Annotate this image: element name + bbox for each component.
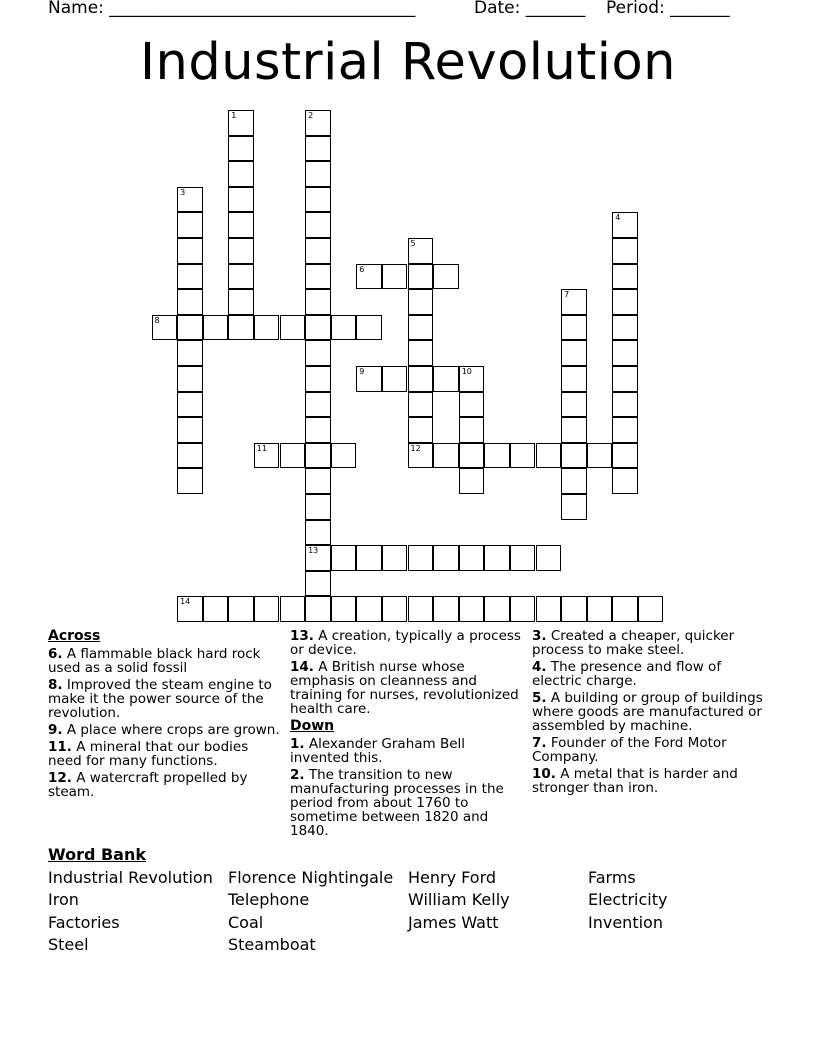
crossword-cell[interactable] xyxy=(612,468,638,494)
crossword-cell[interactable] xyxy=(561,468,587,494)
crossword-cell[interactable] xyxy=(305,366,331,392)
clue-text: The transition to new manufacturing processes in the period from about 1760 to sometime between 1820 and 1840. xyxy=(290,767,504,839)
crossword-cell[interactable] xyxy=(177,468,203,494)
crossword-cell[interactable] xyxy=(382,366,408,392)
clue-number: 6. xyxy=(48,646,63,662)
date-field[interactable]: Date: _______ xyxy=(474,0,586,18)
clue-number: 4. xyxy=(532,659,547,675)
clue-down-4 xyxy=(532,660,764,688)
crossword-cell[interactable] xyxy=(408,596,434,622)
clue-across-6 xyxy=(48,647,280,675)
crossword-cell[interactable] xyxy=(228,596,254,622)
period-field[interactable]: Period: _______ xyxy=(606,0,730,18)
crossword-cell[interactable] xyxy=(433,264,459,290)
crossword-cell[interactable] xyxy=(433,366,459,392)
clue-number-label: 6 xyxy=(359,264,365,274)
crossword-cell[interactable] xyxy=(484,443,510,469)
crossword-cell[interactable] xyxy=(228,187,254,213)
crossword-cell[interactable] xyxy=(484,545,510,571)
word-bank-item: Florence Nightingale xyxy=(228,868,394,887)
page-title: Industrial Revolution xyxy=(140,33,676,92)
clue-number: 8. xyxy=(48,677,63,693)
crossword-cell[interactable] xyxy=(331,596,357,622)
clue-number-label: 4 xyxy=(615,213,621,223)
down-heading: Down xyxy=(290,718,335,734)
crossword-cell[interactable] xyxy=(459,366,485,392)
crossword-cell[interactable] xyxy=(305,110,331,136)
crossword-cell[interactable] xyxy=(228,289,254,315)
clue-text: Alexander Graham Bell invented this. xyxy=(290,736,466,766)
word-bank-item: Steamboat xyxy=(228,935,316,954)
crossword-cell[interactable] xyxy=(228,110,254,136)
clue-text: A mineral that our bodies need for many functions. xyxy=(48,739,249,769)
crossword-cell[interactable] xyxy=(356,545,382,571)
clue-number: 1. xyxy=(290,736,305,752)
clue-number-label: 11 xyxy=(256,443,268,453)
crossword-cell[interactable] xyxy=(587,596,613,622)
crossword-cell[interactable] xyxy=(612,340,638,366)
crossword-cell[interactable] xyxy=(408,417,434,443)
crossword-cell[interactable] xyxy=(254,596,280,622)
crossword-cell[interactable] xyxy=(305,571,331,597)
crossword-cell[interactable] xyxy=(305,136,331,162)
clue-text: A British nurse whose emphasis on cleanness and training for nurses, revolutionized health care. xyxy=(290,659,519,717)
crossword-cell[interactable] xyxy=(561,596,587,622)
crossword-cell[interactable] xyxy=(305,596,331,622)
crossword-cell[interactable] xyxy=(356,366,382,392)
crossword-cell[interactable] xyxy=(177,366,203,392)
crossword-cell[interactable] xyxy=(305,315,331,341)
word-bank-item: Coal xyxy=(228,913,264,932)
clue-number-label: 5 xyxy=(410,239,416,248)
crossword-cell[interactable] xyxy=(561,392,587,418)
clue-across-8 xyxy=(48,678,280,720)
word-bank-item: Steel xyxy=(48,935,89,954)
clue-number-label: 7 xyxy=(564,290,570,300)
clue-down-2 xyxy=(290,768,522,838)
crossword-cell[interactable] xyxy=(331,545,357,571)
crossword-cell[interactable] xyxy=(356,596,382,622)
crossword-cell[interactable] xyxy=(152,315,178,341)
crossword-cell[interactable] xyxy=(305,417,331,443)
crossword-cell[interactable] xyxy=(408,315,434,341)
clue-number-label: 9 xyxy=(359,367,365,376)
crossword-cell[interactable] xyxy=(177,443,203,469)
crossword-cell[interactable] xyxy=(305,494,331,520)
crossword-cell[interactable] xyxy=(177,392,203,418)
crossword-cell[interactable] xyxy=(612,366,638,392)
clue-across-12 xyxy=(48,771,280,799)
clue-text: The presence and flow of electric charge. xyxy=(532,659,722,689)
clue-text: A building or group of buildings where goods are manufactured or assembled by machine. xyxy=(532,690,763,734)
crossword-cell[interactable] xyxy=(177,187,203,213)
clue-number-label: 3 xyxy=(180,187,186,197)
crossword-cell[interactable] xyxy=(459,545,485,571)
crossword-cell[interactable] xyxy=(305,264,331,290)
clue-number: 7. xyxy=(532,735,547,751)
crossword-cell[interactable] xyxy=(510,443,536,469)
crossword-cell[interactable] xyxy=(459,468,485,494)
clue-text: A place where crops are grown. xyxy=(66,722,280,738)
clue-number-label: 2 xyxy=(308,111,314,120)
crossword-cell[interactable] xyxy=(561,494,587,520)
crossword-cell[interactable] xyxy=(561,417,587,443)
clue-number: 2. xyxy=(290,767,305,783)
clue-down-10 xyxy=(532,767,764,795)
crossword-cell[interactable] xyxy=(510,596,536,622)
clue-down-7 xyxy=(532,736,764,764)
crossword-cell[interactable] xyxy=(305,545,331,571)
crossword-cell[interactable] xyxy=(408,545,434,571)
clue-number-label: 8 xyxy=(154,315,160,325)
clue-text: A flammable black hard rock used as a solid fossil xyxy=(48,646,261,676)
crossword-cell[interactable] xyxy=(177,212,203,238)
word-bank-item: Telephone xyxy=(228,890,310,909)
crossword-cell[interactable] xyxy=(536,545,562,571)
crossword-cell[interactable] xyxy=(177,315,203,341)
clue-number: 11. xyxy=(48,739,72,755)
crossword-cell[interactable] xyxy=(408,443,434,469)
crossword-cell[interactable] xyxy=(612,596,638,622)
crossword-cell[interactable] xyxy=(561,340,587,366)
crossword-cell[interactable] xyxy=(305,238,331,264)
crossword-cell[interactable] xyxy=(638,596,664,622)
word-bank-item: Farms xyxy=(588,868,636,887)
word-bank-item: Electricity xyxy=(588,890,668,909)
crossword-cell[interactable] xyxy=(612,392,638,418)
crossword-cell[interactable] xyxy=(459,596,485,622)
clue-down-1 xyxy=(290,737,522,765)
crossword-cell[interactable] xyxy=(484,596,510,622)
crossword-cell[interactable] xyxy=(203,596,229,622)
crossword-cell[interactable] xyxy=(408,340,434,366)
clue-across-14 xyxy=(290,660,522,716)
crossword-cell[interactable] xyxy=(305,187,331,213)
clue-number-label: 1 xyxy=(231,111,237,120)
word-bank-title: Word Bank xyxy=(48,845,147,864)
crossword-cell[interactable] xyxy=(177,264,203,290)
crossword-cell[interactable] xyxy=(612,264,638,290)
clues-column-3 xyxy=(532,629,764,798)
crossword-cell[interactable] xyxy=(561,366,587,392)
crossword-cell[interactable] xyxy=(280,596,306,622)
clue-text: Improved the steam engine to make it the power source of the revolution. xyxy=(48,677,272,721)
crossword-cell[interactable] xyxy=(228,212,254,238)
crossword-cell[interactable] xyxy=(254,443,280,469)
crossword-cell[interactable] xyxy=(382,545,408,571)
crossword-cell[interactable] xyxy=(177,289,203,315)
crossword-cell[interactable] xyxy=(433,443,459,469)
clues-column-1 xyxy=(48,629,280,802)
clue-text: A creation, typically a process or device. xyxy=(290,628,521,658)
crossword-cell[interactable] xyxy=(382,596,408,622)
crossword-cell[interactable] xyxy=(305,392,331,418)
crossword-cell[interactable] xyxy=(408,392,434,418)
crossword-cell[interactable] xyxy=(612,289,638,315)
crossword-cell[interactable] xyxy=(177,238,203,264)
crossword-cell[interactable] xyxy=(408,238,434,264)
clue-across-13 xyxy=(290,629,522,657)
crossword-cell[interactable] xyxy=(228,238,254,264)
word-bank-item: James Watt xyxy=(408,913,499,932)
crossword-cell[interactable] xyxy=(382,264,408,290)
clue-number: 10. xyxy=(532,766,556,782)
clue-number: 9. xyxy=(48,722,63,738)
crossword-cell[interactable] xyxy=(587,443,613,469)
word-bank-item: Industrial Revolution xyxy=(48,868,213,887)
across-heading: Across xyxy=(48,628,101,644)
clue-number-label: 12 xyxy=(410,443,421,453)
crossword-cell[interactable] xyxy=(228,161,254,187)
clue-across-11 xyxy=(48,740,280,768)
crossword-cell[interactable] xyxy=(561,289,587,315)
clue-number-label: 10 xyxy=(461,367,472,376)
crossword-cell[interactable] xyxy=(433,545,459,571)
clue-number: 12. xyxy=(48,770,72,786)
crossword-cell[interactable] xyxy=(305,212,331,238)
crossword-cell[interactable] xyxy=(408,366,434,392)
crossword-cell[interactable] xyxy=(228,136,254,162)
clue-text: A metal that is harder and stronger than iron. xyxy=(532,766,738,796)
crossword-cell[interactable] xyxy=(459,417,485,443)
clue-number-label: 13 xyxy=(308,546,319,556)
crossword-cell[interactable] xyxy=(177,596,203,622)
crossword-cell[interactable] xyxy=(331,443,357,469)
crossword-cell[interactable] xyxy=(305,161,331,187)
crossword-cell[interactable] xyxy=(612,238,638,264)
crossword-cell[interactable] xyxy=(177,417,203,443)
clue-number: 13. xyxy=(290,628,314,644)
word-bank-item: Factories xyxy=(48,913,120,932)
crossword-cell[interactable] xyxy=(280,315,306,341)
clue-down-5 xyxy=(532,691,764,733)
crossword-cell[interactable] xyxy=(612,443,638,469)
crossword-cell[interactable] xyxy=(305,468,331,494)
crossword-cell[interactable] xyxy=(305,340,331,366)
crossword-cell[interactable] xyxy=(408,264,434,290)
clues-column-2 xyxy=(290,629,522,841)
word-bank-item: William Kelly xyxy=(408,890,510,909)
clue-number: 14. xyxy=(290,659,314,675)
clue-text: A watercraft propelled by steam. xyxy=(48,770,248,800)
crossword-cell[interactable] xyxy=(459,392,485,418)
crossword-cell[interactable] xyxy=(305,520,331,546)
name-field[interactable]: Name: ____________________________________ xyxy=(48,0,416,18)
word-bank-item: Iron xyxy=(48,890,79,909)
crossword-cell[interactable] xyxy=(331,315,357,341)
crossword-cell[interactable] xyxy=(228,315,254,341)
clue-number: 5. xyxy=(532,690,547,706)
crossword-cell[interactable] xyxy=(228,264,254,290)
crossword-cell[interactable] xyxy=(254,315,280,341)
word-bank-item: Invention xyxy=(588,913,663,932)
crossword-cell[interactable] xyxy=(433,596,459,622)
clue-number-label: 14 xyxy=(180,597,191,607)
crossword-cell[interactable] xyxy=(280,443,306,469)
crossword-cell[interactable] xyxy=(305,443,331,469)
clue-text: Founder of the Ford Motor Company. xyxy=(532,735,727,765)
crossword-cell[interactable] xyxy=(561,315,587,341)
crossword-cell[interactable] xyxy=(356,264,382,290)
clue-across-9 xyxy=(48,723,280,737)
crossword-cell[interactable] xyxy=(408,289,434,315)
crossword-cell[interactable] xyxy=(510,545,536,571)
crossword-cell[interactable] xyxy=(305,289,331,315)
crossword-cell[interactable] xyxy=(177,340,203,366)
clue-down-3 xyxy=(532,629,764,657)
clue-number: 3. xyxy=(532,628,547,644)
crossword-cell[interactable] xyxy=(356,315,382,341)
crossword-cell[interactable] xyxy=(459,443,485,469)
crossword-cell[interactable] xyxy=(203,315,229,341)
crossword-cell[interactable] xyxy=(612,315,638,341)
crossword-cell[interactable] xyxy=(612,212,638,238)
crossword-cell[interactable] xyxy=(612,417,638,443)
crossword-cell[interactable] xyxy=(536,596,562,622)
clue-text: Created a cheaper, quicker process to make steel. xyxy=(532,628,735,658)
crossword-cell[interactable] xyxy=(536,443,562,469)
crossword-cell[interactable] xyxy=(561,443,587,469)
word-bank-item: Henry Ford xyxy=(408,868,497,887)
